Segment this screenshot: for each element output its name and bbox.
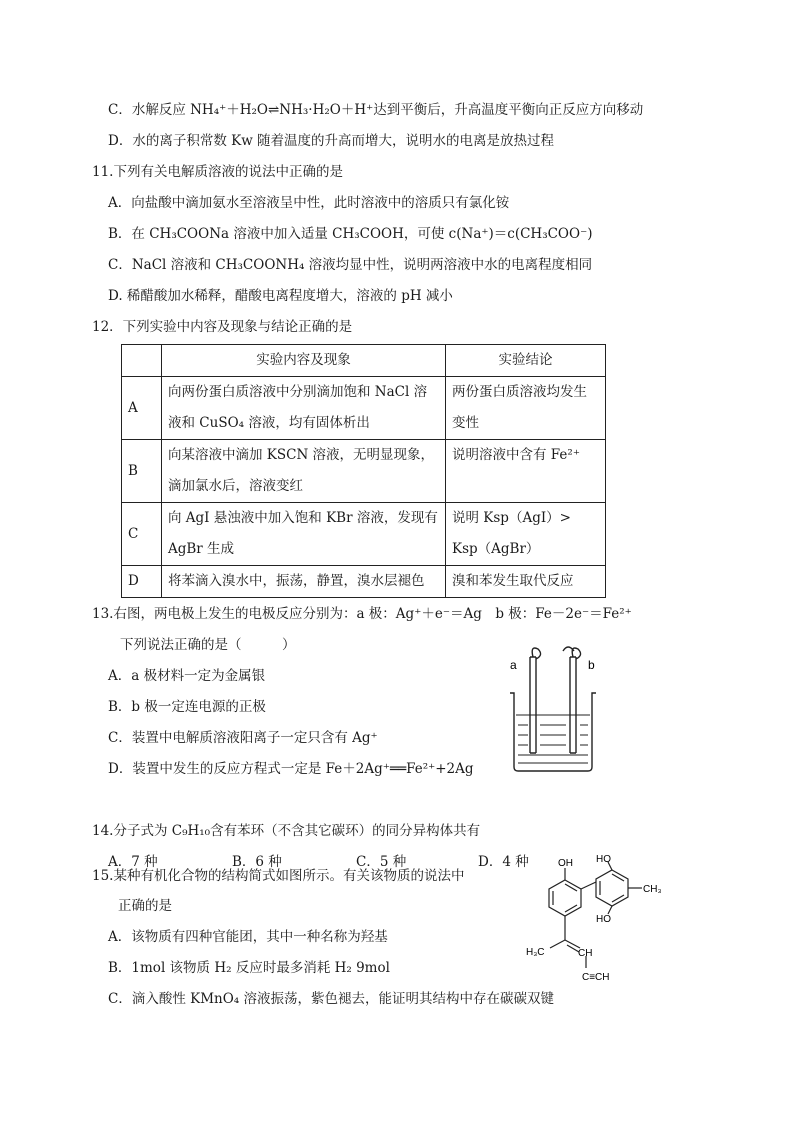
- q12-stem: 12．下列实验中内容及现象与结论正确的是: [92, 319, 353, 335]
- q14-option-d: D．4 种: [478, 854, 529, 870]
- q11-option-c: C．NaCl 溶液和 CH₃COONH₄ 溶液均显中性，说明两溶液中水的电离程度相同: [108, 257, 593, 273]
- row-conclusion: 溴和苯发生取代反应: [446, 566, 606, 598]
- q11-option-b: B．在 CH₃COONa 溶液中加入适量 CH₃COOH，可使 c(Na⁺)＝c(CH₃COO⁻): [108, 226, 593, 242]
- q13-option-d: D．装置中发生的反应方程式一定是 Fe＋2Ag⁺══Fe²⁺+2Ag: [108, 761, 474, 777]
- ch3-label: CH₃: [643, 884, 662, 895]
- q13-option-b: B．b 极一定连电源的正极: [108, 699, 266, 715]
- row-content: [162, 440, 446, 503]
- row-label: D: [122, 566, 162, 598]
- q15-option-b: B．1mol 该物质 H₂ 反应时最多消耗 H₂ 9mol: [108, 960, 390, 976]
- row-conclusion-line: 两份蛋白质溶液均发生: [452, 384, 587, 400]
- q11-stem: 11.下列有关电解质溶液的说法中正确的是: [92, 164, 343, 180]
- table-header-row: [122, 345, 606, 377]
- q11-option-a: A．向盐酸中滴加氨水至溶液呈中性，此时溶液中的溶质只有氯化铵: [108, 195, 510, 211]
- q15-stem-2: 正确的是: [118, 898, 172, 914]
- table-row: [122, 503, 606, 566]
- row-content: 将苯滴入溴水中，振荡，静置，溴水层褪色: [162, 566, 446, 598]
- row-content-line: 液和 CuSO₄ 溶液，均有固体析出: [168, 415, 370, 431]
- row-conclusion: [446, 377, 606, 440]
- alkyne-label: C≡CH: [582, 972, 610, 983]
- row-content: [162, 377, 446, 440]
- row-conclusion: [446, 440, 606, 503]
- q15-option-c: C．滴入酸性 KMnO₄ 溶液振荡，紫色褪去，能证明其结构中存在碳碳双键: [108, 991, 554, 1007]
- q10-option-d: D．水的离子积常数 Kw 随着温度的升高而增大，说明水的电离是放热过程: [108, 133, 555, 149]
- q14-option-b: B．6 种: [232, 854, 282, 870]
- table-header-cell: [122, 345, 162, 377]
- ho-label-top: HO: [596, 854, 611, 865]
- q15-stem: 15.某种有机化合物的结构简式如图所示。有关该物质的说法中: [92, 868, 465, 884]
- row-content-line: 向两份蛋白质溶液中分别滴加饱和 NaCl 溶: [168, 384, 428, 400]
- table-header-cell: 实验内容及现象: [162, 345, 446, 377]
- q10-option-c: C．水解反应 NH₄⁺＋H₂O⇌NH₃·H₂O＋H⁺达到平衡后，升高温度平衡向正反应方向移动: [108, 102, 644, 118]
- row-conclusion-line: 说明溶液中含有 Fe²⁺: [452, 447, 580, 463]
- row-content: [162, 503, 446, 566]
- h3c-label: H₃C: [526, 947, 545, 958]
- table-row: [122, 566, 606, 598]
- table-header-cell: 实验结论: [446, 345, 606, 377]
- electrolysis-beaker-diagram: [500, 645, 610, 775]
- row-label: C: [122, 503, 162, 566]
- beaker-icon: [510, 693, 596, 771]
- benzene-ring-2-icon: [596, 870, 628, 906]
- row-conclusion-line: 说明 Ksp（AgI）>: [452, 510, 571, 526]
- q12-experiment-table: [121, 344, 606, 598]
- row-conclusion-line: 变性: [452, 415, 479, 431]
- label-b: b: [588, 658, 595, 672]
- electrode-a-icon: [530, 657, 536, 753]
- structural-formula-diagram: [520, 852, 690, 992]
- q13-option-c: C．装置中电解质溶液阳离子一定只含有 Ag⁺: [108, 730, 378, 746]
- row-content-line: AgBr 生成: [168, 541, 235, 557]
- q14-option-a: A．7 种: [108, 854, 158, 870]
- electrode-b-icon: [570, 657, 576, 753]
- benzene-ring-1-icon: [549, 880, 581, 916]
- q14-stem: 14.分子式为 C₉H₁₀含有苯环（不含其它碳环）的同分异构体共有: [92, 823, 481, 839]
- table-row: [122, 377, 606, 440]
- row-content-line: 向 AgI 悬浊液中加入饱和 KBr 溶液，发现有: [168, 510, 438, 526]
- q11-option-d: D. 稀醋酸加水稀释，醋酸电离程度增大，溶液的 pH 减小: [108, 288, 453, 304]
- table-row: [122, 440, 606, 503]
- ho-label-bottom: HO: [596, 914, 611, 925]
- row-label: A: [122, 377, 162, 440]
- row-conclusion-line: Ksp（AgBr）: [452, 541, 540, 557]
- row-conclusion: [446, 503, 606, 566]
- q14-option-c: C．5 种: [356, 854, 407, 870]
- ch-label: CH: [578, 948, 593, 959]
- label-a: a: [510, 658, 517, 672]
- row-label: B: [122, 440, 162, 503]
- q15-option-a: A．该物质有四种官能团，其中一种名称为羟基: [108, 929, 388, 945]
- q13-stem-2: 下列说法正确的是（ ）: [120, 637, 296, 653]
- row-content-line: 滴加氯水后，溶液变红: [168, 478, 303, 494]
- oh-label: OH: [558, 858, 573, 869]
- q13-stem: 13.右图，两电极上发生的电极反应分别为：a 极：Ag⁺＋e⁻＝Ag b 极：Fe－2e⁻＝Fe²⁺: [92, 606, 632, 622]
- q13-option-a: A．a 极材料一定为金属银: [108, 668, 266, 684]
- row-content-line: 向某溶液中滴加 KSCN 溶液，无明显现象，: [168, 447, 435, 463]
